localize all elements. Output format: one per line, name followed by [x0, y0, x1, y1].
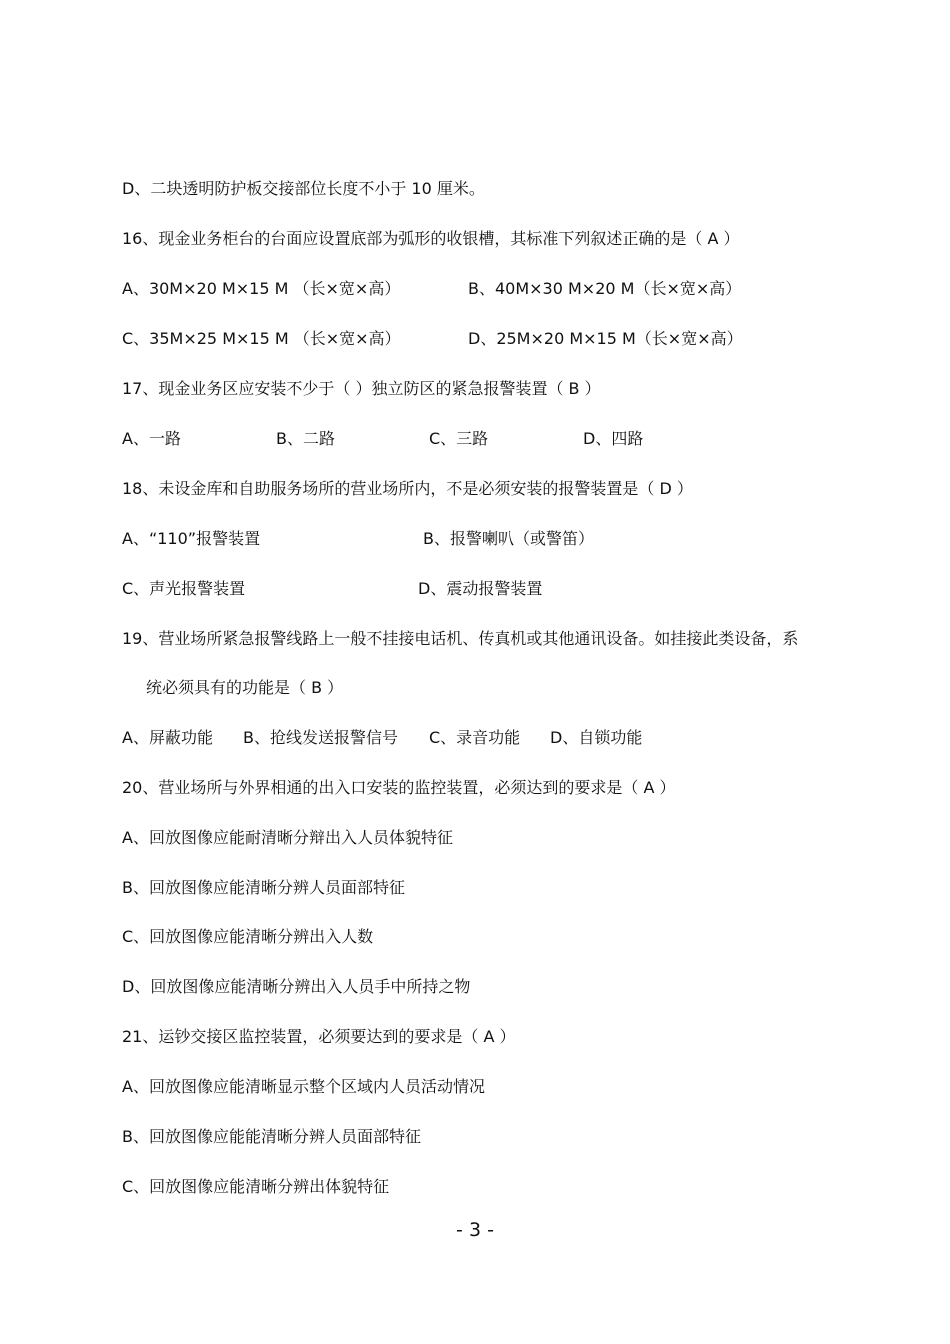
q17-option-b: B、二路 [276, 429, 335, 448]
question-18: 18、未设金库和自助服务场所的营业场所内，不是必须安装的报警装置是（ D ） [122, 479, 693, 498]
q20-option-d: D、回放图像应能清晰分辨出入人员手中所持之物 [122, 977, 471, 996]
page-number: - 3 - [456, 1219, 494, 1241]
question-16: 16、现金业务柜台的台面应设置底部为弧形的收银槽，其标准下列叙述正确的是（ A ） [122, 229, 740, 248]
q19-option-b: B、抢线发送报警信号 [243, 728, 398, 747]
question-21: 21、运钞交接区监控装置，必须要达到的要求是（ A ） [122, 1027, 516, 1046]
question-20: 20、营业场所与外界相通的出入口安装的监控装置，必须达到的要求是（ A ） [122, 778, 676, 797]
q21-option-b: B、回放图像应能能清晰分辨人员面部特征 [122, 1127, 421, 1146]
q21-option-a: A、回放图像应能清晰显示整个区域内人员活动情况 [122, 1077, 485, 1096]
q20-option-b: B、回放图像应能清晰分辨人员面部特征 [122, 878, 405, 897]
q17-option-c: C、三路 [429, 429, 489, 448]
q21-option-c: C、回放图像应能清晰分辨出体貌特征 [122, 1177, 390, 1196]
q16-option-b: B、40M×30 M×20 M（长×宽×高） [468, 279, 742, 298]
question-19-continued: 统必须具有的功能是（ B ） [146, 678, 344, 697]
q18-option-a: A、“110”报警装置 [122, 529, 261, 548]
q16-option-a: A、30M×20 M×15 M （长×宽×高） [122, 279, 401, 298]
q20-option-a: A、回放图像应能耐清晰分辩出入人员体貌特征 [122, 828, 453, 847]
text-line-d-option-prev: D、二块透明防护板交接部位长度不小于 10 厘米。 [122, 179, 485, 198]
question-17: 17、现金业务区应安装不少于（ ）独立防区的紧急报警装置（ B ） [122, 379, 601, 398]
q19-option-a: A、屏蔽功能 [122, 728, 213, 747]
q20-option-c: C、回放图像应能清晰分辨出入人数 [122, 927, 374, 946]
q18-option-d: D、震动报警装置 [418, 579, 543, 598]
q17-option-d: D、四路 [583, 429, 644, 448]
q18-option-b: B、报警喇叭（或警笛） [423, 529, 594, 548]
q19-option-d: D、自锁功能 [550, 728, 643, 747]
question-19: 19、营业场所紧急报警线路上一般不挂接电话机、传真机或其他通讯设备。如挂接此类设备，系 [122, 629, 799, 648]
q19-option-c: C、录音功能 [429, 728, 521, 747]
q18-option-c: C、声光报警装置 [122, 579, 246, 598]
q17-option-a: A、一路 [122, 429, 181, 448]
q16-option-c: C、35M×25 M×15 M （长×宽×高） [122, 329, 401, 348]
q16-option-d: D、25M×20 M×15 M（长×宽×高） [468, 329, 743, 348]
